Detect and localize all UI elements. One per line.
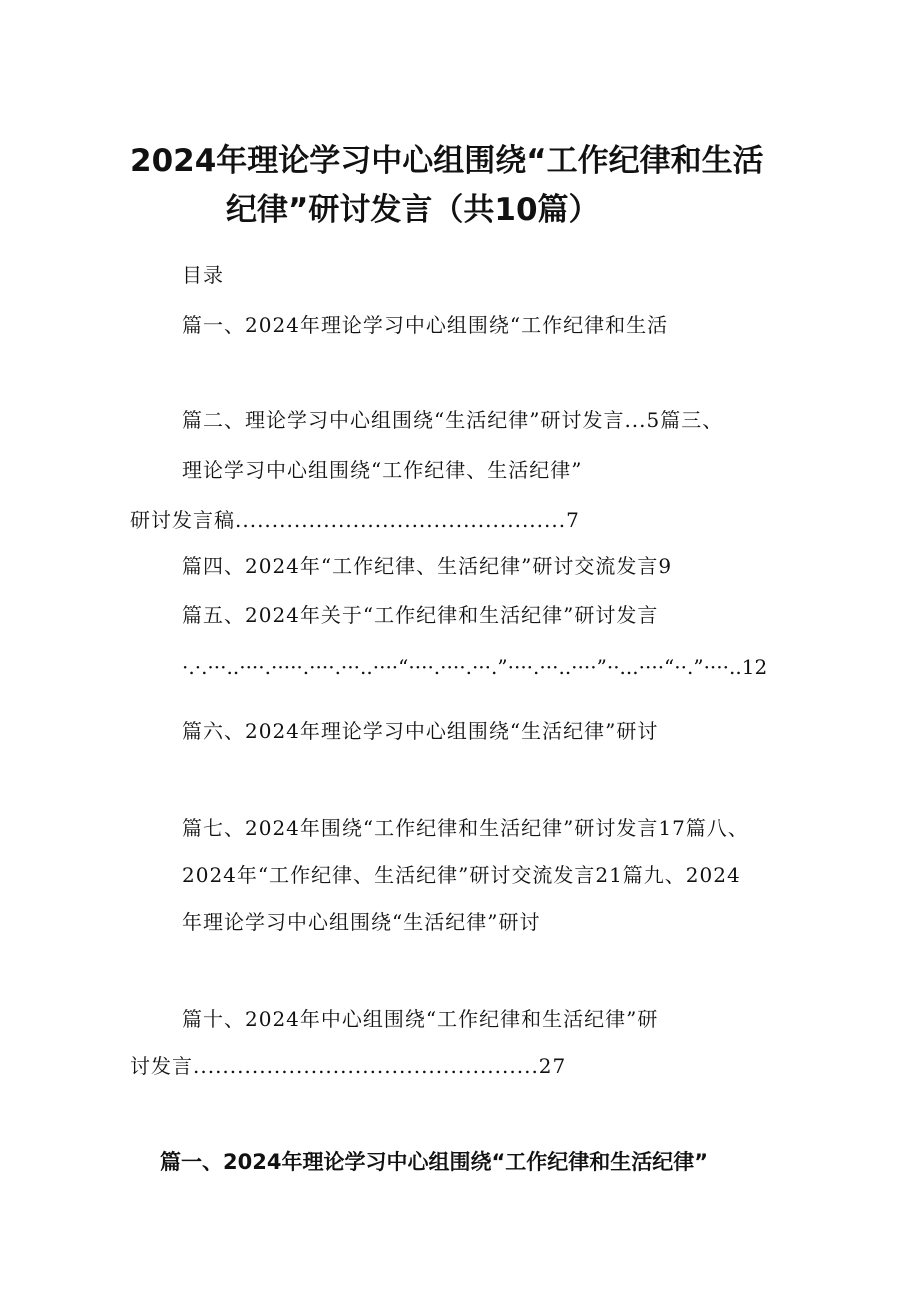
document-title-line-2: 纪律”研讨发言（共10篇） [226,192,600,228]
toc-entry-1: 篇一、2024年理论学习中心组围绕“工作纪律和生活 [182,313,669,337]
toc-entry-3: 理论学习中心组围绕“工作纪律、生活纪律” [182,458,583,482]
toc-entry-5: 篇五、2024年关于“工作纪律和生活纪律”研讨发言 [182,603,659,627]
toc-label: 目录 [182,263,224,287]
toc-entry-8: 2024年“工作纪律、生活纪律”研讨交流发言21篇九、2024 [182,863,741,887]
document-title-line-1: 2024年理论学习中心组围绕“工作纪律和生活 [130,143,764,179]
toc-entry-10-continued: 讨发言...............................................27 [130,1054,567,1078]
toc-entry-6: 篇六、2024年理论学习中心组围绕“生活纪律”研讨 [182,719,659,743]
toc-entry-4: 篇四、2024年“工作纪律、生活纪律”研讨交流发言9 [182,554,673,578]
toc-entry-3-continued: 研讨发言稿.............................................7 [130,508,580,532]
toc-entry-9: 年理论学习中心组围绕“生活纪律”研讨 [182,910,541,934]
toc-entry-2: 篇二、理论学习中心组围绕“生活纪律”研讨发言...5篇三、 [182,408,724,432]
toc-entry-7: 篇七、2024年围绕“工作纪律和生活纪律”研讨发言17篇八、 [182,816,749,840]
toc-entry-5-leader: ·.·.···..····.·····.····.···..····“····.····.···.”····.···..····”··...····“··.”····..12 [182,655,768,679]
toc-entry-10: 篇十、2024年中心组围绕“工作纪律和生活纪律”研 [182,1007,659,1031]
section-heading: 篇一、2024年理论学习中心组围绕“工作纪律和生活纪律” [160,1150,709,1174]
